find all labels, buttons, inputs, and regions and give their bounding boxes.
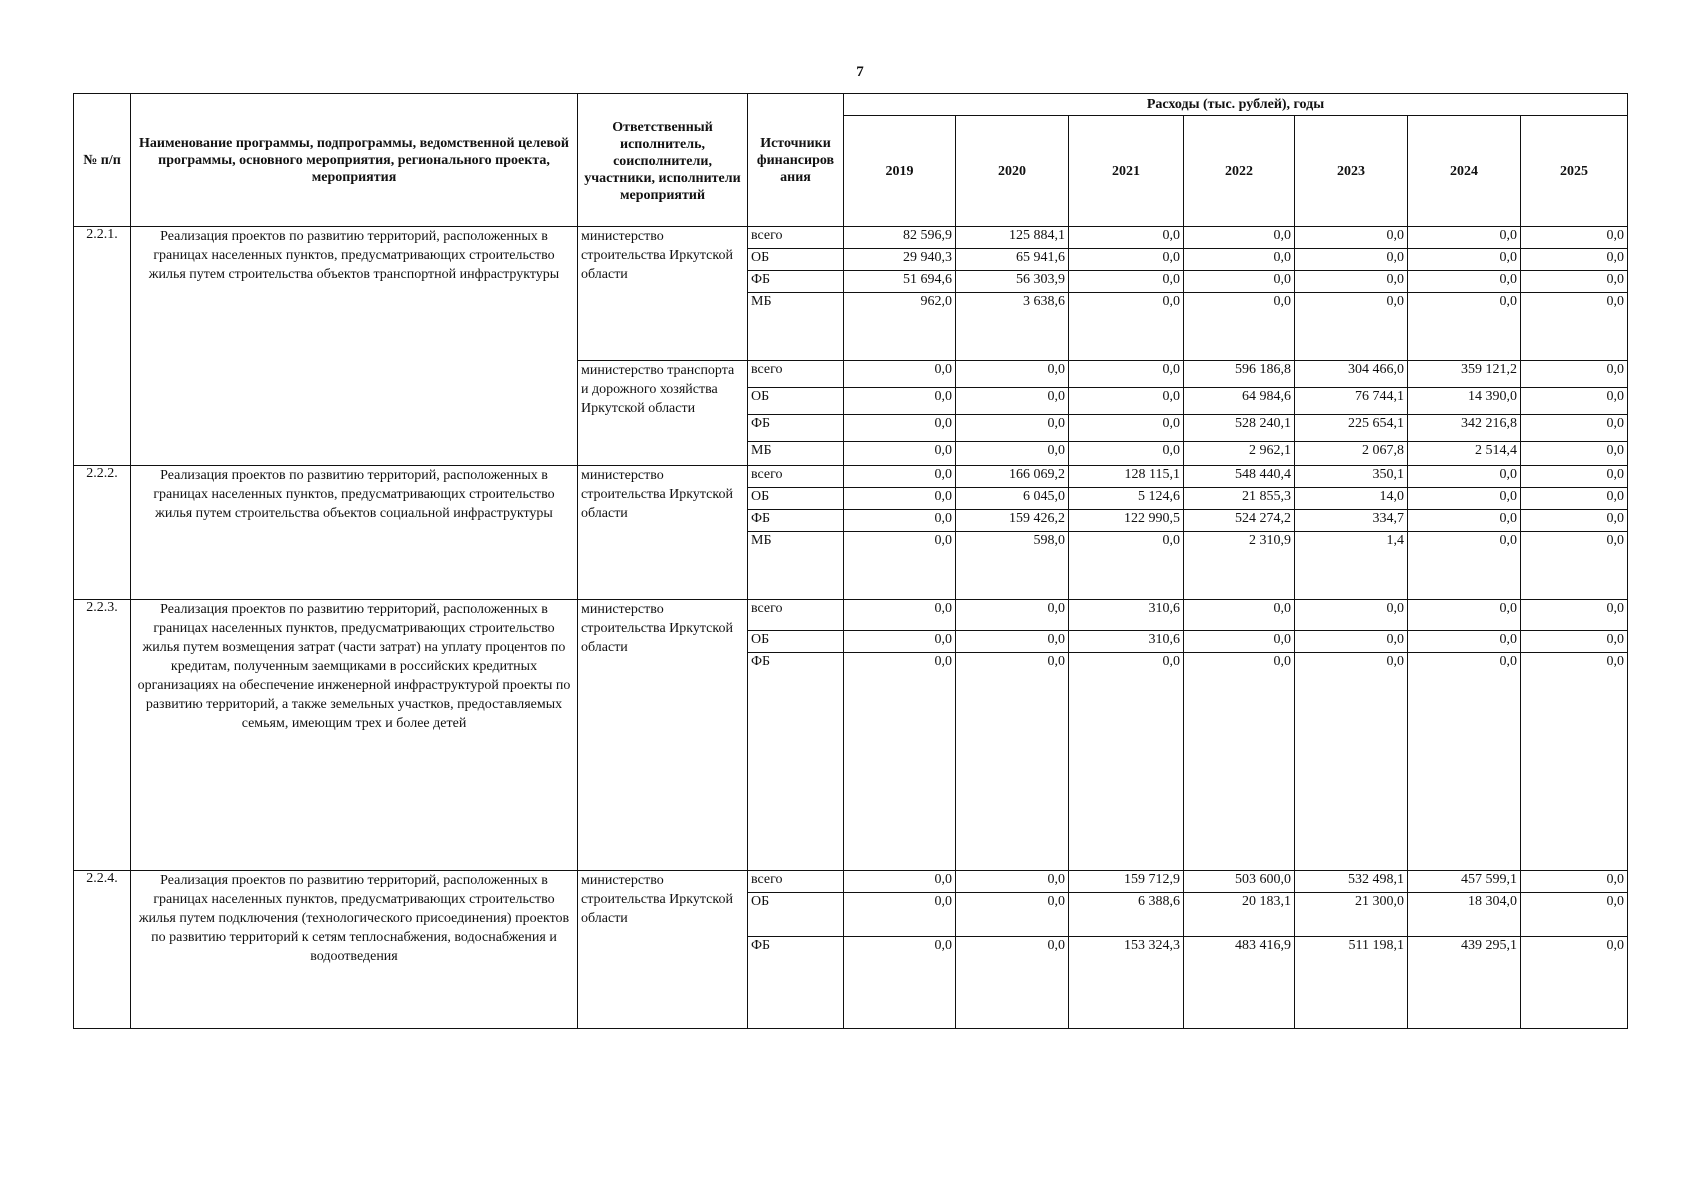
- header-sources: Источники финансиров ания: [748, 94, 844, 227]
- row-source: всего: [748, 600, 844, 631]
- cell-value: 0,0: [1184, 227, 1295, 249]
- cell-value: 0,0: [1521, 871, 1628, 893]
- row-name: Реализация проектов по развитию территорий, расположенных в границах населенных пунктов, предусматривающих строительство жилья путем строительства объектов социальной инфраструктуры: [131, 466, 578, 600]
- cell-value: 0,0: [1521, 653, 1628, 871]
- cell-value: 0,0: [844, 893, 956, 937]
- cell-value: 0,0: [956, 415, 1069, 442]
- cell-value: 483 416,9: [1184, 937, 1295, 1029]
- cell-value: 0,0: [1521, 893, 1628, 937]
- cell-value: 21 300,0: [1295, 893, 1408, 937]
- cell-value: 2 067,8: [1295, 442, 1408, 466]
- cell-value: 29 940,3: [844, 249, 956, 271]
- cell-value: 0,0: [1184, 271, 1295, 293]
- cell-value: 0,0: [844, 631, 956, 653]
- cell-value: 962,0: [844, 293, 956, 361]
- table-row: [74, 466, 1628, 488]
- cell-value: 548 440,4: [1184, 466, 1295, 488]
- cell-value: 598,0: [956, 532, 1069, 600]
- cell-value: 0,0: [956, 600, 1069, 631]
- cell-value: 18 304,0: [1408, 893, 1521, 937]
- cell-value: 5 124,6: [1069, 488, 1184, 510]
- cell-value: 0,0: [1069, 293, 1184, 361]
- header-expenses: Расходы (тыс. рублей), годы: [844, 94, 1628, 116]
- cell-value: 0,0: [1184, 631, 1295, 653]
- row-source: ОБ: [748, 893, 844, 937]
- cell-value: 0,0: [1069, 227, 1184, 249]
- cell-value: 0,0: [1295, 271, 1408, 293]
- header-year: 2023: [1295, 116, 1408, 227]
- cell-value: 0,0: [1408, 653, 1521, 871]
- cell-value: 0,0: [844, 653, 956, 871]
- cell-value: 6 045,0: [956, 488, 1069, 510]
- cell-value: 56 303,9: [956, 271, 1069, 293]
- row-source: всего: [748, 227, 844, 249]
- row-source: всего: [748, 466, 844, 488]
- cell-value: 128 115,1: [1069, 466, 1184, 488]
- row-responsible: министерство строительства Иркутской области: [578, 227, 748, 361]
- cell-value: 51 694,6: [844, 271, 956, 293]
- cell-value: 511 198,1: [1295, 937, 1408, 1029]
- header-number: № п/п: [74, 94, 131, 227]
- cell-value: 166 069,2: [956, 466, 1069, 488]
- row-number: 2.2.2.: [74, 466, 131, 600]
- row-source: всего: [748, 361, 844, 388]
- cell-value: 0,0: [956, 893, 1069, 937]
- cell-value: 122 990,5: [1069, 510, 1184, 532]
- header-year: 2021: [1069, 116, 1184, 227]
- cell-value: 0,0: [844, 442, 956, 466]
- row-number: 2.2.1.: [74, 227, 131, 466]
- cell-value: 0,0: [956, 631, 1069, 653]
- cell-value: 0,0: [956, 871, 1069, 893]
- cell-value: 0,0: [1069, 442, 1184, 466]
- cell-value: 0,0: [844, 937, 956, 1029]
- cell-value: 0,0: [1295, 249, 1408, 271]
- cell-value: 125 884,1: [956, 227, 1069, 249]
- cell-value: 6 388,6: [1069, 893, 1184, 937]
- cell-value: 0,0: [1521, 361, 1628, 388]
- cell-value: 0,0: [1521, 388, 1628, 415]
- cell-value: 2 962,1: [1184, 442, 1295, 466]
- cell-value: 0,0: [1295, 631, 1408, 653]
- cell-value: 0,0: [1184, 600, 1295, 631]
- row-source: ОБ: [748, 249, 844, 271]
- cell-value: 0,0: [1069, 532, 1184, 600]
- table-row: [74, 871, 1628, 893]
- cell-value: 0,0: [1295, 293, 1408, 361]
- cell-value: 2 514,4: [1408, 442, 1521, 466]
- cell-value: 0,0: [844, 361, 956, 388]
- header-responsible: Ответственный исполнитель, соисполнители, участники, исполнители мероприятий: [578, 94, 748, 227]
- cell-value: 439 295,1: [1408, 937, 1521, 1029]
- cell-value: 153 324,3: [1069, 937, 1184, 1029]
- cell-value: 82 596,9: [844, 227, 956, 249]
- row-source: всего: [748, 871, 844, 893]
- cell-value: 0,0: [1069, 271, 1184, 293]
- cell-value: 0,0: [1521, 293, 1628, 361]
- row-source: ФБ: [748, 415, 844, 442]
- cell-value: 64 984,6: [1184, 388, 1295, 415]
- cell-value: 0,0: [956, 442, 1069, 466]
- cell-value: 503 600,0: [1184, 871, 1295, 893]
- row-responsible: министерство строительства Иркутской области: [578, 600, 748, 871]
- cell-value: 0,0: [844, 388, 956, 415]
- cell-value: 0,0: [1521, 442, 1628, 466]
- cell-value: 0,0: [1295, 653, 1408, 871]
- cell-value: 0,0: [1408, 532, 1521, 600]
- cell-value: 0,0: [956, 361, 1069, 388]
- cell-value: 20 183,1: [1184, 893, 1295, 937]
- row-source: МБ: [748, 532, 844, 600]
- table-row: [74, 227, 1628, 249]
- cell-value: 0,0: [956, 937, 1069, 1029]
- cell-value: 0,0: [1521, 532, 1628, 600]
- table-row: [74, 600, 1628, 631]
- row-source: МБ: [748, 442, 844, 466]
- cell-value: 21 855,3: [1184, 488, 1295, 510]
- cell-value: 1,4: [1295, 532, 1408, 600]
- cell-value: 0,0: [1408, 631, 1521, 653]
- cell-value: 0,0: [1521, 249, 1628, 271]
- row-source: ФБ: [748, 937, 844, 1029]
- cell-value: 524 274,2: [1184, 510, 1295, 532]
- row-source: ФБ: [748, 510, 844, 532]
- header-year: 2022: [1184, 116, 1295, 227]
- cell-value: 0,0: [1408, 293, 1521, 361]
- row-source: ОБ: [748, 631, 844, 653]
- cell-value: 0,0: [1295, 227, 1408, 249]
- cell-value: 0,0: [844, 600, 956, 631]
- cell-value: 0,0: [1521, 271, 1628, 293]
- cell-value: 457 599,1: [1408, 871, 1521, 893]
- cell-value: 0,0: [1408, 600, 1521, 631]
- row-name: Реализация проектов по развитию территорий, расположенных в границах населенных пунктов, предусматривающих строительство жилья путем строительства объектов транспортной инфраструктуры: [131, 227, 578, 466]
- header-year: 2024: [1408, 116, 1521, 227]
- cell-value: 0,0: [844, 532, 956, 600]
- cell-value: 0,0: [1069, 653, 1184, 871]
- row-number: 2.2.4.: [74, 871, 131, 1029]
- cell-value: 0,0: [1184, 293, 1295, 361]
- cell-value: 0,0: [1408, 510, 1521, 532]
- cell-value: 0,0: [1408, 249, 1521, 271]
- expenses-table: [73, 93, 1628, 1029]
- cell-value: 159 426,2: [956, 510, 1069, 532]
- row-name: Реализация проектов по развитию территорий, расположенных в границах населенных пунктов, предусматривающих строительство жилья путем возмещения затрат (части затрат) на уплату процентов по кредитам, полученным заемщиками в российских кредитных организациях на обеспечение инженерной инфраструктурой проекты по развитию территорий, а также земельных участков, предоставляемых семьям, имеющим трех и более детей: [131, 600, 578, 871]
- cell-value: 0,0: [1521, 466, 1628, 488]
- cell-value: 0,0: [1521, 631, 1628, 653]
- cell-value: 0,0: [844, 871, 956, 893]
- cell-value: 342 216,8: [1408, 415, 1521, 442]
- cell-value: 310,6: [1069, 600, 1184, 631]
- row-source: ФБ: [748, 271, 844, 293]
- header-year: 2020: [956, 116, 1069, 227]
- cell-value: 0,0: [1069, 361, 1184, 388]
- cell-value: 3 638,6: [956, 293, 1069, 361]
- cell-value: 0,0: [1069, 388, 1184, 415]
- cell-value: 0,0: [1408, 466, 1521, 488]
- cell-value: 0,0: [844, 488, 956, 510]
- header-year: 2025: [1521, 116, 1628, 227]
- cell-value: 359 121,2: [1408, 361, 1521, 388]
- cell-value: 0,0: [1069, 415, 1184, 442]
- cell-value: 0,0: [1295, 600, 1408, 631]
- cell-value: 14 390,0: [1408, 388, 1521, 415]
- row-source: МБ: [748, 293, 844, 361]
- cell-value: 0,0: [1521, 415, 1628, 442]
- cell-value: 528 240,1: [1184, 415, 1295, 442]
- row-source: ОБ: [748, 488, 844, 510]
- cell-value: 0,0: [956, 388, 1069, 415]
- cell-value: 2 310,9: [1184, 532, 1295, 600]
- cell-value: 159 712,9: [1069, 871, 1184, 893]
- page-number: 7: [856, 64, 864, 80]
- row-responsible: министерство строительства Иркутской области: [578, 871, 748, 1029]
- cell-value: 532 498,1: [1295, 871, 1408, 893]
- cell-value: 0,0: [1184, 653, 1295, 871]
- cell-value: 0,0: [1408, 227, 1521, 249]
- cell-value: 76 744,1: [1295, 388, 1408, 415]
- cell-value: 225 654,1: [1295, 415, 1408, 442]
- cell-value: 0,0: [1521, 600, 1628, 631]
- cell-value: 0,0: [844, 415, 956, 442]
- cell-value: 0,0: [1521, 937, 1628, 1029]
- cell-value: 0,0: [1408, 488, 1521, 510]
- cell-value: 65 941,6: [956, 249, 1069, 271]
- header-year: 2019: [844, 116, 956, 227]
- row-responsible: министерство транспорта и дорожного хозяйства Иркутской области: [578, 361, 748, 466]
- cell-value: 0,0: [844, 510, 956, 532]
- cell-value: 0,0: [1069, 249, 1184, 271]
- cell-value: 0,0: [1521, 227, 1628, 249]
- row-name: Реализация проектов по развитию территорий, расположенных в границах населенных пунктов, предусматривающих строительство жилья путем подключения (технологического присоединения) проектов по развитию территорий к сетям теплоснабжения, водоснабжения и водоотведения: [131, 871, 578, 1029]
- cell-value: 310,6: [1069, 631, 1184, 653]
- cell-value: 14,0: [1295, 488, 1408, 510]
- cell-value: 0,0: [956, 653, 1069, 871]
- cell-value: 0,0: [1521, 488, 1628, 510]
- row-responsible: министерство строительства Иркутской области: [578, 466, 748, 600]
- row-source: ФБ: [748, 653, 844, 871]
- row-source: ОБ: [748, 388, 844, 415]
- cell-value: 350,1: [1295, 466, 1408, 488]
- cell-value: 596 186,8: [1184, 361, 1295, 388]
- header-name: Наименование программы, подпрограммы, ведомственной целевой программы, основного мероприятия, регионального проекта, мероприятия: [131, 94, 578, 227]
- cell-value: 334,7: [1295, 510, 1408, 532]
- row-number: 2.2.3.: [74, 600, 131, 871]
- cell-value: 0,0: [844, 466, 956, 488]
- cell-value: 0,0: [1521, 510, 1628, 532]
- cell-value: 0,0: [1184, 249, 1295, 271]
- cell-value: 0,0: [1408, 271, 1521, 293]
- cell-value: 304 466,0: [1295, 361, 1408, 388]
